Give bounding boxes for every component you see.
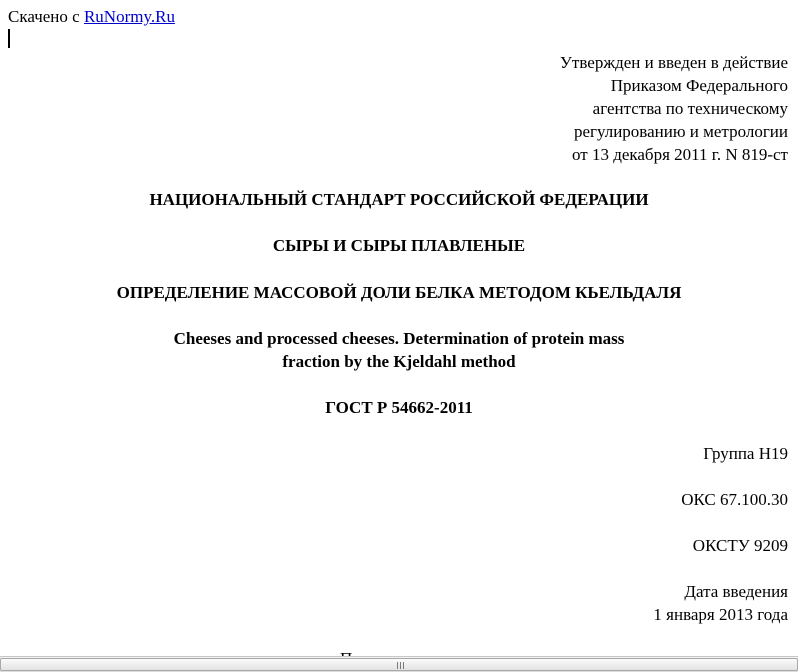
approval-line-4: регулированию и метрологии bbox=[573, 122, 788, 141]
english-title bbox=[0, 327, 798, 373]
group-code: Группа Н19 bbox=[703, 444, 788, 463]
runormy-link[interactable]: RuNormy.Ru bbox=[83, 7, 175, 26]
approval-block bbox=[560, 51, 788, 166]
approval-line-5: от 13 декабря 2011 г. N 819-ст bbox=[571, 145, 788, 164]
method-title: ОПРЕДЕЛЕНИЕ МАССОВОЙ ДОЛИ БЕЛКА МЕТОДОМ КЬЕЛЬДАЛЯ bbox=[116, 283, 682, 302]
introduction-date: 1 января 2013 года bbox=[653, 605, 788, 624]
approval-line-2: Приказом Федерального bbox=[610, 76, 788, 95]
english-title-line-2: fraction by the Kjeldahl method bbox=[282, 352, 516, 371]
oks-code: ОКС 67.100.30 bbox=[681, 490, 788, 509]
approval-line-1: Утвержден и введен в действие bbox=[559, 53, 788, 72]
okstu-code: ОКСТУ 9209 bbox=[692, 536, 788, 555]
source-line bbox=[8, 5, 175, 28]
horizontal-scrollbar[interactable] bbox=[0, 656, 798, 672]
introduction-date-block bbox=[653, 580, 788, 626]
grip-icon bbox=[397, 662, 406, 669]
approval-line-3: агентства по техническому bbox=[592, 99, 788, 118]
gost-number: ГОСТ Р 54662-2011 bbox=[325, 398, 473, 417]
scrollbar-thumb[interactable] bbox=[0, 658, 798, 671]
english-title-line-1: Cheeses and processed cheeses. Determination of protein mass bbox=[173, 329, 625, 348]
product-title: СЫРЫ И СЫРЫ ПЛАВЛЕНЫЕ bbox=[272, 236, 526, 255]
text-cursor bbox=[8, 29, 10, 48]
national-standard-title: НАЦИОНАЛЬНЫЙ СТАНДАРТ РОССИЙСКОЙ ФЕДЕРАЦИИ bbox=[149, 190, 649, 209]
introduction-label: Дата введения bbox=[684, 582, 788, 601]
downloaded-prefix: Скачено с bbox=[8, 7, 80, 26]
